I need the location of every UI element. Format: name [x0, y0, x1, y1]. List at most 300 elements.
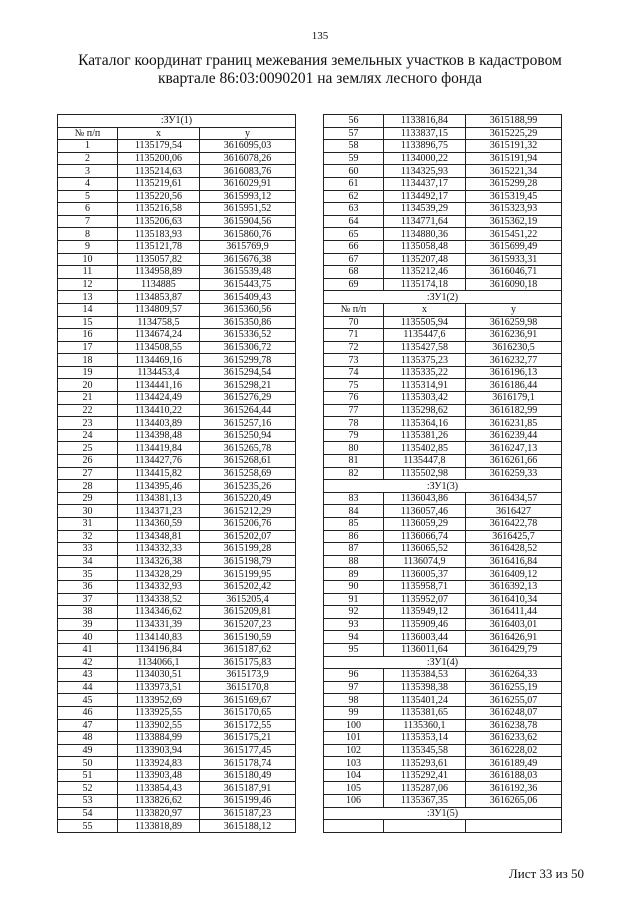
- table-row: [324, 618, 562, 631]
- point-number: 5: [58, 190, 118, 203]
- coord-y: 3615268,61: [200, 455, 296, 468]
- point-number: 91: [324, 593, 384, 606]
- coord-y: 3616192,36: [466, 782, 562, 795]
- coord-y: 3616196,13: [466, 366, 562, 379]
- point-number: 29: [58, 492, 118, 505]
- coord-y: 3615175,21: [200, 732, 296, 745]
- point-number: 47: [58, 719, 118, 732]
- point-number: 71: [324, 329, 384, 342]
- point-number: 34: [58, 555, 118, 568]
- coord-y: 3616189,49: [466, 757, 562, 770]
- coord-y: 3615951,52: [200, 203, 296, 216]
- coord-x: 1135293,61: [384, 757, 466, 770]
- coord-x: 1135909,46: [384, 618, 466, 631]
- coord-x: 1134539,29: [384, 203, 466, 216]
- point-number: 96: [324, 669, 384, 682]
- table-row: [58, 480, 296, 493]
- header-number: № п/п: [58, 127, 118, 140]
- table-row: [58, 152, 296, 165]
- point-number: 80: [324, 442, 384, 455]
- coord-x: 1135314,91: [384, 379, 466, 392]
- coord-x: 1135200,06: [118, 152, 200, 165]
- coord-x: 1135292,41: [384, 769, 466, 782]
- point-number: 18: [58, 354, 118, 367]
- point-number: 84: [324, 505, 384, 518]
- table-row: [324, 341, 562, 354]
- point-number: 28: [58, 480, 118, 493]
- point-number: 16: [58, 329, 118, 342]
- point-number: 58: [324, 140, 384, 153]
- coord-y: 3616265,06: [466, 795, 562, 808]
- coord-y: 3616410,34: [466, 593, 562, 606]
- coord-x: 1135447,8: [384, 455, 466, 468]
- table-row: [58, 669, 296, 682]
- table-row: [324, 165, 562, 178]
- table-row: [58, 606, 296, 619]
- coord-x: 1133903,48: [118, 769, 200, 782]
- coord-x: 1134674,24: [118, 329, 200, 342]
- table-row: [58, 593, 296, 606]
- coord-x: 1135401,24: [384, 694, 466, 707]
- coord-y: 3615191,32: [466, 140, 562, 153]
- table-row: [324, 266, 562, 279]
- coord-x: 1134140,83: [118, 631, 200, 644]
- coord-x: 1134395,46: [118, 480, 200, 493]
- table-row: [58, 795, 296, 808]
- point-number: 83: [324, 492, 384, 505]
- table-row: [58, 190, 296, 203]
- coord-x: 1135214,63: [118, 165, 200, 178]
- point-number: 86: [324, 530, 384, 543]
- point-number: 93: [324, 618, 384, 631]
- coord-y: 3615209,81: [200, 606, 296, 619]
- coord-x: 1134066,1: [118, 656, 200, 669]
- section-label: :ЗУ1(1): [58, 115, 296, 128]
- point-number: 65: [324, 228, 384, 241]
- section-label: :ЗУ1(3): [324, 480, 562, 493]
- coord-x: 1134453,4: [118, 366, 200, 379]
- coord-x: 1135502,98: [384, 467, 466, 480]
- coord-x: 1134441,16: [118, 379, 200, 392]
- point-number: 88: [324, 555, 384, 568]
- coord-y: 3615319,45: [466, 190, 562, 203]
- table-row: [324, 606, 562, 619]
- coord-x: 1135219,61: [118, 177, 200, 190]
- coord-y: 3616255,07: [466, 694, 562, 707]
- coord-x: 1135381,26: [384, 429, 466, 442]
- coord-y: 3615306,72: [200, 341, 296, 354]
- table-row: [58, 341, 296, 354]
- table-row: [58, 266, 296, 279]
- coord-y: 3616264,33: [466, 669, 562, 682]
- table-row: [324, 467, 562, 480]
- point-number: 33: [58, 543, 118, 556]
- coord-x: 1133896,75: [384, 140, 466, 153]
- coord-x: 1135353,14: [384, 732, 466, 745]
- coord-x: 1134492,17: [384, 190, 466, 203]
- table-row: [324, 669, 562, 682]
- point-number: 62: [324, 190, 384, 203]
- coord-x: 1135121,78: [118, 240, 200, 253]
- coord-x: 1134958,89: [118, 266, 200, 279]
- table-row: [324, 329, 562, 342]
- coord-x: 1135958,71: [384, 580, 466, 593]
- coord-y: 3615250,94: [200, 429, 296, 442]
- coord-y: 3616046,71: [466, 266, 562, 279]
- table-row: [324, 392, 562, 405]
- coord-x: 1135949,12: [384, 606, 466, 619]
- header-y: y: [466, 303, 562, 316]
- coord-x: 1135303,42: [384, 392, 466, 405]
- point-number: 103: [324, 757, 384, 770]
- table-row: [324, 115, 562, 128]
- point-number: 39: [58, 618, 118, 631]
- section-row: [324, 807, 562, 820]
- table-row: [324, 593, 562, 606]
- coord-x: 1134030,51: [118, 669, 200, 682]
- point-number: 98: [324, 694, 384, 707]
- coord-y: 3615198,79: [200, 555, 296, 568]
- coord-x: 1134381,13: [118, 492, 200, 505]
- coord-y: 3616228,02: [466, 744, 562, 757]
- point-number: 24: [58, 429, 118, 442]
- coord-y: 3615933,31: [466, 253, 562, 266]
- point-number: 68: [324, 266, 384, 279]
- coord-x: 1135381,65: [384, 706, 466, 719]
- coord-x: 1133973,51: [118, 681, 200, 694]
- table-row: [58, 807, 296, 820]
- table-row: [58, 820, 296, 833]
- point-number: 48: [58, 732, 118, 745]
- table-row: [58, 240, 296, 253]
- coord-y: 3615362,19: [466, 215, 562, 228]
- point-number: 50: [58, 757, 118, 770]
- table-row: [58, 329, 296, 342]
- coord-x: 1135427,58: [384, 341, 466, 354]
- point-number: 12: [58, 278, 118, 291]
- table-row: [324, 744, 562, 757]
- point-number: 52: [58, 782, 118, 795]
- header-x: x: [118, 127, 200, 140]
- coord-y: 3615220,49: [200, 492, 296, 505]
- point-number: 15: [58, 316, 118, 329]
- coord-x: 1135206,63: [118, 215, 200, 228]
- coord-y: 3615205,4: [200, 593, 296, 606]
- table-row: [324, 404, 562, 417]
- coord-y: 3616182,99: [466, 404, 562, 417]
- point-number: 11: [58, 266, 118, 279]
- coord-y: 3615258,69: [200, 467, 296, 480]
- table-row: [324, 455, 562, 468]
- point-number: 104: [324, 769, 384, 782]
- table-row: [324, 795, 562, 808]
- coord-x: 1134427,76: [118, 455, 200, 468]
- point-number: 25: [58, 442, 118, 455]
- table-row: [58, 782, 296, 795]
- point-number: 41: [58, 643, 118, 656]
- coord-y: 3615264,44: [200, 404, 296, 417]
- table-row: [58, 404, 296, 417]
- empty-cell: [324, 820, 384, 833]
- table-row: [324, 681, 562, 694]
- coord-y: 3615191,94: [466, 152, 562, 165]
- coord-x: 1134000,22: [384, 152, 466, 165]
- coord-x: 1133924,83: [118, 757, 200, 770]
- coord-x: 1133826,62: [118, 795, 200, 808]
- coord-x: 1133816,84: [384, 115, 466, 128]
- coord-x: 1134403,89: [118, 417, 200, 430]
- coord-x: 1133820,97: [118, 807, 200, 820]
- table-row: [324, 631, 562, 644]
- point-number: 2: [58, 152, 118, 165]
- coord-x: 1135207,48: [384, 253, 466, 266]
- coord-x: 1134332,93: [118, 580, 200, 593]
- coord-y: 3615207,23: [200, 618, 296, 631]
- coord-y: 3615212,29: [200, 505, 296, 518]
- coord-y: 3615175,83: [200, 656, 296, 669]
- table-row: [58, 253, 296, 266]
- table-row: [58, 379, 296, 392]
- table-row: [324, 177, 562, 190]
- table-row: [58, 177, 296, 190]
- table-row: [58, 530, 296, 543]
- table-row: [324, 580, 562, 593]
- coord-x: 1136074,9: [384, 555, 466, 568]
- table-row: [58, 215, 296, 228]
- coord-x: 1134331,39: [118, 618, 200, 631]
- coord-y: 3616428,52: [466, 543, 562, 556]
- point-number: 82: [324, 467, 384, 480]
- coord-y: 3615170,65: [200, 706, 296, 719]
- coord-x: 1134338,52: [118, 593, 200, 606]
- coord-y: 3615199,46: [200, 795, 296, 808]
- table-row: [324, 228, 562, 241]
- coord-x: 1134419,84: [118, 442, 200, 455]
- table-row: [324, 417, 562, 430]
- coord-x: 1135212,46: [384, 266, 466, 279]
- table-row: [58, 757, 296, 770]
- table-row: [324, 240, 562, 253]
- table-row: [58, 140, 296, 153]
- coord-x: 1134469,16: [118, 354, 200, 367]
- coord-y: 3615769,9: [200, 240, 296, 253]
- point-number: 77: [324, 404, 384, 417]
- coord-x: 1134398,48: [118, 429, 200, 442]
- table-row: [324, 127, 562, 140]
- coord-x: 1134880,36: [384, 228, 466, 241]
- coord-x: 1135447,6: [384, 329, 466, 342]
- table-row: [58, 719, 296, 732]
- table-row: [58, 429, 296, 442]
- empty-cell: [384, 820, 466, 833]
- coord-x: 1135360,1: [384, 719, 466, 732]
- header-x: x: [384, 303, 466, 316]
- point-number: 57: [324, 127, 384, 140]
- coord-y: 3615173,9: [200, 669, 296, 682]
- coord-y: 3615170,8: [200, 681, 296, 694]
- coord-x: 1134809,57: [118, 303, 200, 316]
- empty-cell: [466, 820, 562, 833]
- point-number: 17: [58, 341, 118, 354]
- coord-y: 3616409,12: [466, 568, 562, 581]
- point-number: 87: [324, 543, 384, 556]
- coord-x: 1133837,15: [384, 127, 466, 140]
- coord-y: 3616259,98: [466, 316, 562, 329]
- coord-y: 3615360,56: [200, 303, 296, 316]
- table-row: [58, 681, 296, 694]
- section-label: :ЗУ1(2): [324, 291, 562, 304]
- point-number: 6: [58, 203, 118, 216]
- coord-y: 3615188,12: [200, 820, 296, 833]
- coord-x: 1136065,52: [384, 543, 466, 556]
- coord-y: 3616230,5: [466, 341, 562, 354]
- header-number: № п/п: [324, 303, 384, 316]
- coord-y: 3615180,49: [200, 769, 296, 782]
- coord-y: 3616179,1: [466, 392, 562, 405]
- coord-y: 3616416,84: [466, 555, 562, 568]
- point-number: 102: [324, 744, 384, 757]
- table-row: [324, 316, 562, 329]
- point-number: 21: [58, 392, 118, 405]
- coord-y: 3616434,57: [466, 492, 562, 505]
- coord-x: 1135216,58: [118, 203, 200, 216]
- point-number: 27: [58, 467, 118, 480]
- coord-y: 3615206,76: [200, 518, 296, 531]
- table-row: [58, 316, 296, 329]
- point-number: 23: [58, 417, 118, 430]
- table-row: [324, 215, 562, 228]
- coord-y: 3615294,54: [200, 366, 296, 379]
- coord-y: 3615172,55: [200, 719, 296, 732]
- point-number: 73: [324, 354, 384, 367]
- point-number: 31: [58, 518, 118, 531]
- point-number: 85: [324, 518, 384, 531]
- coord-y: 3615276,29: [200, 392, 296, 405]
- coordinates-table-right: [323, 114, 562, 833]
- coord-y: 3616188,03: [466, 769, 562, 782]
- coord-y: 3616095,03: [200, 140, 296, 153]
- point-number: 72: [324, 341, 384, 354]
- sheet-counter: Лист 33 из 50: [508, 866, 584, 881]
- table-row: [324, 568, 562, 581]
- coord-x: 1134326,38: [118, 555, 200, 568]
- coord-y: 3616238,78: [466, 719, 562, 732]
- coord-x: 1134371,23: [118, 505, 200, 518]
- section-label: :ЗУ1(5): [324, 807, 562, 820]
- coord-y: 3615336,52: [200, 329, 296, 342]
- coord-y: 3616186,44: [466, 379, 562, 392]
- point-number: 89: [324, 568, 384, 581]
- table-row: [324, 706, 562, 719]
- coord-x: 1135335,22: [384, 366, 466, 379]
- section-row: [324, 480, 562, 493]
- coord-y: 3615188,99: [466, 115, 562, 128]
- table-row: [58, 467, 296, 480]
- point-number: 94: [324, 631, 384, 644]
- coord-y: 3615860,76: [200, 228, 296, 241]
- table-row: [58, 732, 296, 745]
- title-line-1: Каталог координат границ межевания земельных участков в кадастровом: [78, 52, 562, 69]
- point-number: 99: [324, 706, 384, 719]
- coord-y: 3615451,22: [466, 228, 562, 241]
- coord-x: 1134424,49: [118, 392, 200, 405]
- point-number: 10: [58, 253, 118, 266]
- coord-x: 1134437,17: [384, 177, 466, 190]
- empty-row: [324, 820, 562, 833]
- coord-y: 3615190,59: [200, 631, 296, 644]
- point-number: 90: [324, 580, 384, 593]
- table-row: [324, 429, 562, 442]
- coord-y: 3615202,42: [200, 580, 296, 593]
- coord-x: 1134415,82: [118, 467, 200, 480]
- table-row: [58, 555, 296, 568]
- table-row: [58, 354, 296, 367]
- point-number: 43: [58, 669, 118, 682]
- point-number: 45: [58, 694, 118, 707]
- coord-x: 1133925,55: [118, 706, 200, 719]
- coord-y: 3615178,74: [200, 757, 296, 770]
- table-row: [58, 543, 296, 556]
- point-number: 35: [58, 568, 118, 581]
- point-number: 69: [324, 278, 384, 291]
- point-number: 53: [58, 795, 118, 808]
- coord-x: 1136005,37: [384, 568, 466, 581]
- point-number: 67: [324, 253, 384, 266]
- point-number: 20: [58, 379, 118, 392]
- point-number: 81: [324, 455, 384, 468]
- point-number: 61: [324, 177, 384, 190]
- coord-y: 3615676,38: [200, 253, 296, 266]
- section-row: [324, 291, 562, 304]
- coord-x: 1136059,29: [384, 518, 466, 531]
- coord-y: 3615169,67: [200, 694, 296, 707]
- coord-y: 3615187,91: [200, 782, 296, 795]
- table-row: [58, 278, 296, 291]
- point-number: 32: [58, 530, 118, 543]
- coord-y: 3616029,91: [200, 177, 296, 190]
- coord-x: 1135367,35: [384, 795, 466, 808]
- coord-x: 1135057,82: [118, 253, 200, 266]
- point-number: 55: [58, 820, 118, 833]
- coord-x: 1134853,87: [118, 291, 200, 304]
- table-row: [324, 278, 562, 291]
- coord-y: 3616411,44: [466, 606, 562, 619]
- table-row: [324, 555, 562, 568]
- point-number: 105: [324, 782, 384, 795]
- point-number: 60: [324, 165, 384, 178]
- coord-y: 3615199,95: [200, 568, 296, 581]
- table-row: [58, 455, 296, 468]
- coord-y: 3616427: [466, 505, 562, 518]
- coord-x: 1135375,23: [384, 354, 466, 367]
- table-row: [58, 656, 296, 669]
- coord-x: 1134325,93: [384, 165, 466, 178]
- table-row: [58, 769, 296, 782]
- column-header-row: [58, 127, 296, 140]
- coord-y: 3615904,56: [200, 215, 296, 228]
- coord-x: 1134885: [118, 278, 200, 291]
- coord-y: 3615299,28: [466, 177, 562, 190]
- point-number: 63: [324, 203, 384, 216]
- coord-x: 1135384,53: [384, 669, 466, 682]
- table-row: [58, 706, 296, 719]
- coord-x: 1135220,56: [118, 190, 200, 203]
- header-y: y: [200, 127, 296, 140]
- point-number: 101: [324, 732, 384, 745]
- table-row: [324, 354, 562, 367]
- coord-x: 1134328,29: [118, 568, 200, 581]
- coord-x: 1135398,38: [384, 681, 466, 694]
